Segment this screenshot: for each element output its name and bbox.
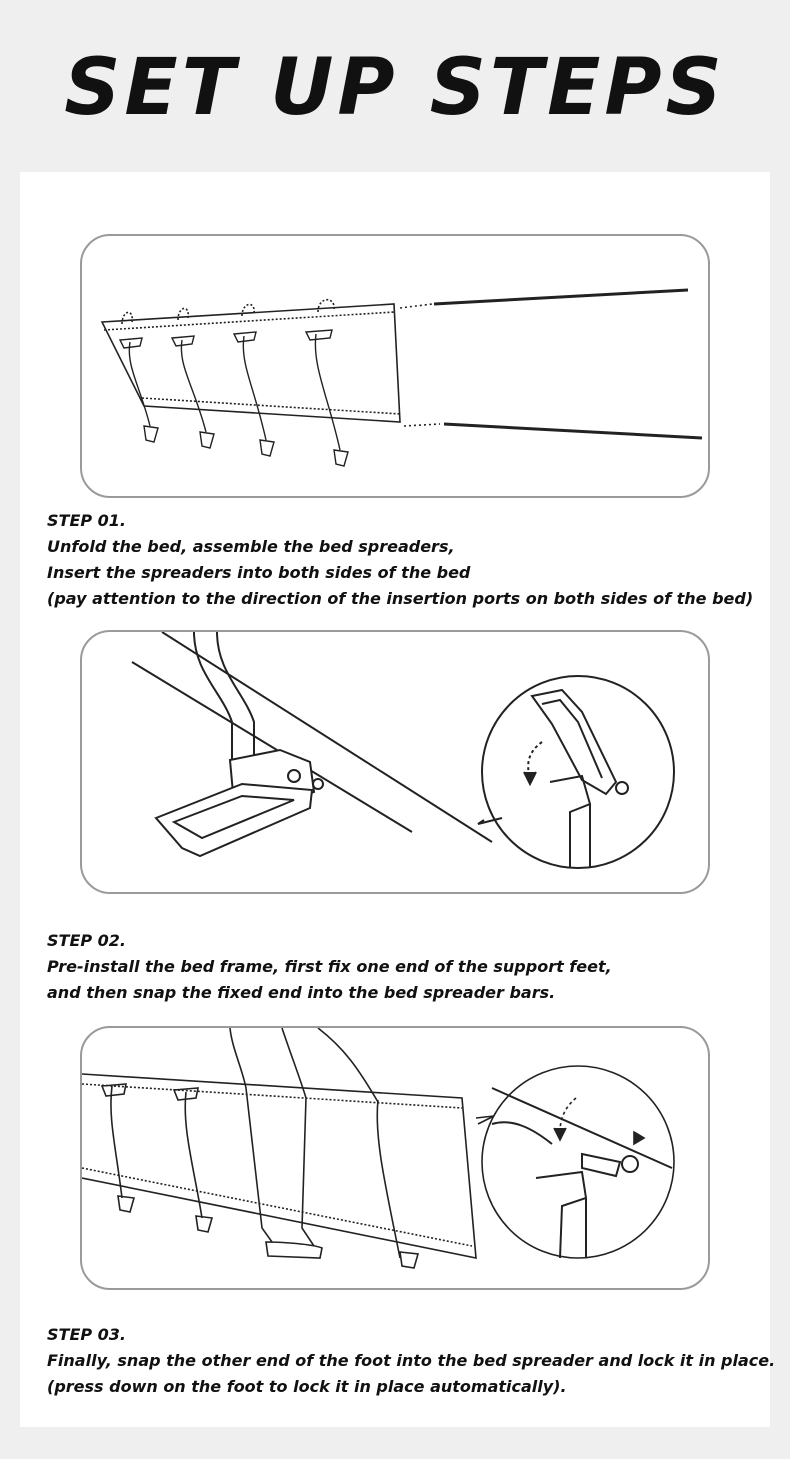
step-02-line: Pre-install the bed frame, first fix one end of the support feet, <box>47 957 612 976</box>
lock-foot-drawing <box>82 1028 710 1290</box>
step-03-illustration <box>80 1026 710 1290</box>
bed-spreader-drawing <box>82 236 710 498</box>
step-01-line: Unfold the bed, assemble the bed spreaders, <box>47 537 455 556</box>
step-02-text <box>47 928 782 1006</box>
foot-clip-drawing <box>82 632 710 894</box>
page-title: SET UP STEPS <box>64 43 726 133</box>
step-01-line: (pay attention to the direction of the insertion ports on both sides of the bed) <box>47 589 754 608</box>
step-01-text <box>47 508 782 612</box>
step-03-text <box>47 1322 782 1400</box>
step-01-illustration <box>80 234 710 498</box>
step-02-heading: STEP 02. <box>47 931 127 950</box>
step-03-line: (press down on the foot to lock it in place automatically). <box>47 1377 567 1396</box>
step-02-line: and then snap the fixed end into the bed spreader bars. <box>47 983 556 1002</box>
step-03-line: Finally, snap the other end of the foot into the bed spreader and lock it in place. <box>47 1351 776 1370</box>
step-03-heading: STEP 03. <box>47 1325 127 1344</box>
step-02-illustration <box>80 630 710 894</box>
step-01-line: Insert the spreaders into both sides of the bed <box>47 563 471 582</box>
step-01-heading: STEP 01. <box>47 511 127 530</box>
